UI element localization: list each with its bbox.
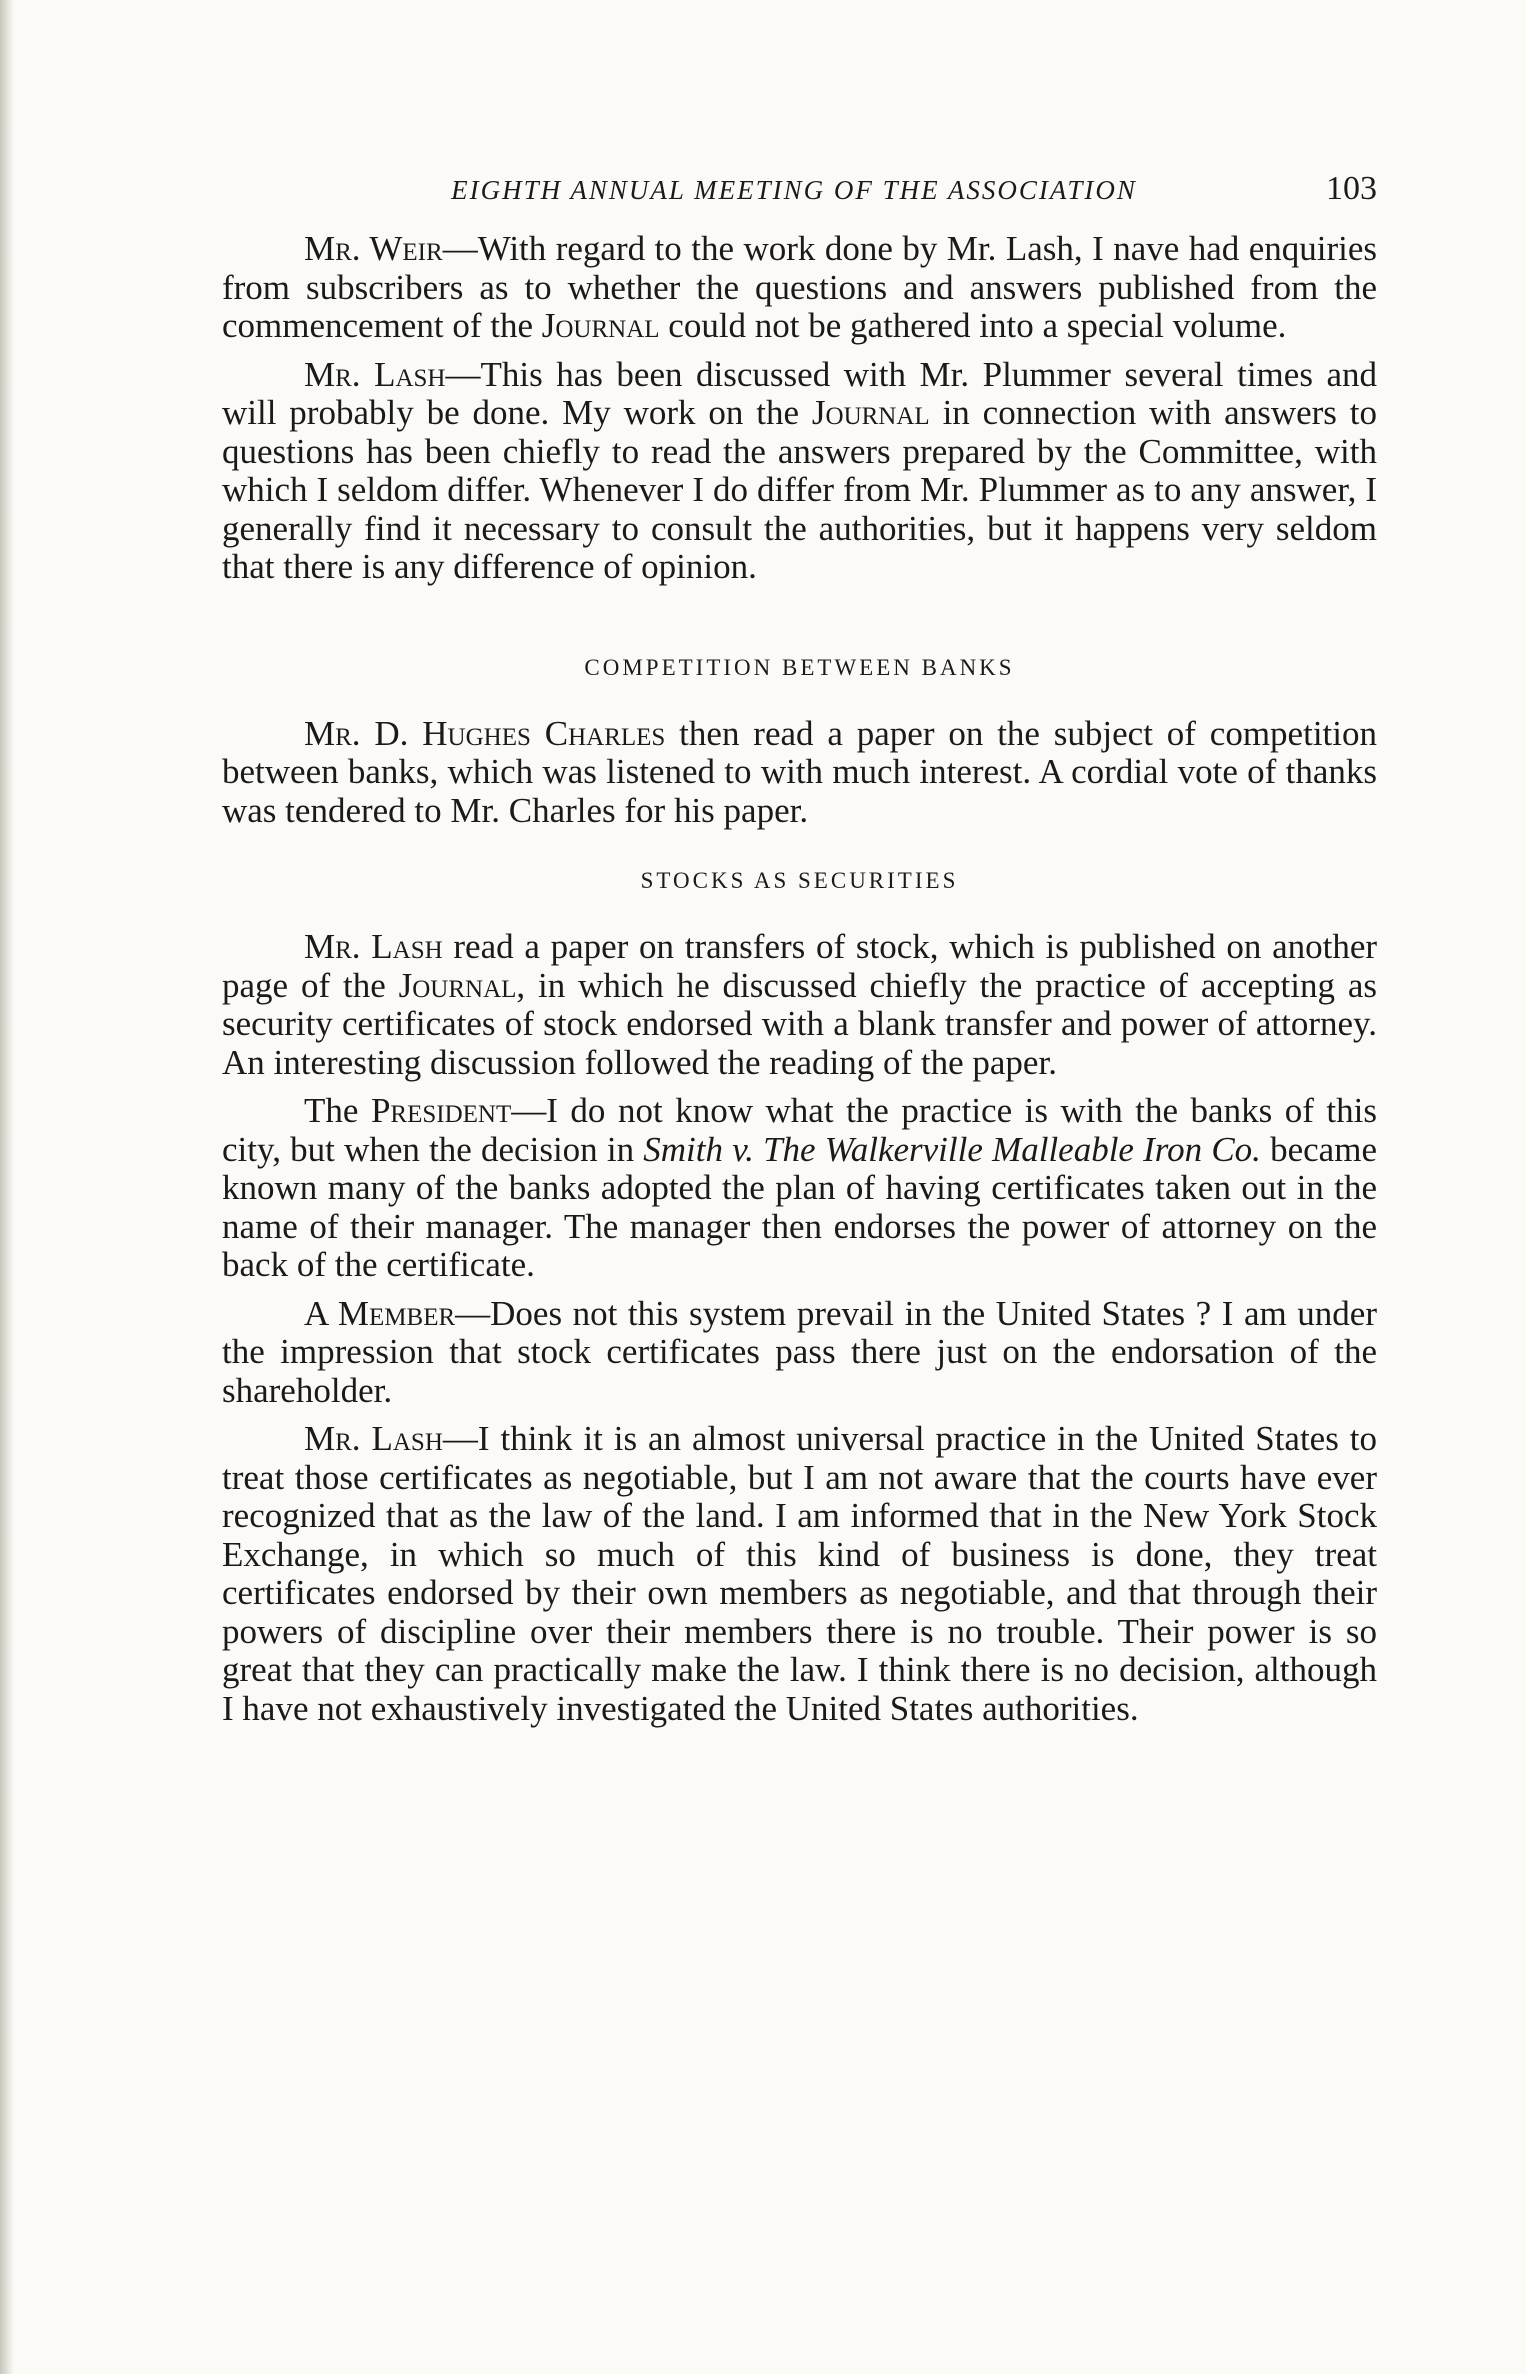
running-header [222,170,1377,208]
speaker-name: Mr. Weir [304,229,443,268]
page-number: 103 [1326,170,1377,207]
speaker-name: Mr. Lash [304,354,446,394]
paragraph-text-end: , in which he discussed chiefly the practice of accepting as security certificates of stock endorsed with a blank transfer and power of attorney. An interesting discussion followed the reading of the paper. [222,965,1377,1082]
journal-name: Journal [541,306,660,345]
paragraph-text-end: in connection with answers to questions has been chiefly to read the answers prepared by the Committee, with which I seldom differ. Whenever I do differ from Mr. Plummer as to any answer, I generally find it necessary to consult the authorities, but it happens very seldom that there is any difference of opinion. [222,393,1377,586]
paragraph-lead: A [304,1293,338,1333]
speaker-name: Mr. Lash [304,927,443,966]
journal-name: Journal [811,393,930,432]
paragraph-lash-3 [222,1420,1377,1728]
paragraph-lash-1 [222,356,1377,587]
paragraph-text: —This has been discussed with Mr. Plummer several times and will probably be done. My work on the [222,354,1378,432]
journal-name: Journal [398,965,517,1005]
paragraph-text-end: could not be gathered into a special volume. [659,306,1287,345]
paragraph-president [222,1092,1377,1285]
page-edge-shadow [0,0,14,2374]
section-heading-competition: COMPETITION BETWEEN BANKS [584,654,1015,680]
speaker-name: Mr. D. Hughes Charles [304,713,666,753]
speaker-name: President [370,1091,512,1130]
document-page [222,170,1377,1738]
paragraph-text: —I think it is an almost universal practice in the United States to treat those certificates as negotiable, but I am not aware that the courts have ever recognized that as the law of the land. I am informed that in the New York Stock Exchange, in which so much of this kind of business is done, they treat certificates endorsed by their own members as negotiable, and that through their powers of discipline over their members there is no trouble. Their power is so great that they can practically make the law. I think there is no decision, although I have not exhaustively investigated the United States authorities. [222,1419,1377,1728]
speaker-name: Member [337,1293,456,1333]
paragraph-text: —I do not know what the practice is with the banks of this city, but when the decision in [222,1091,1377,1169]
paragraph-lead: The [304,1091,371,1130]
running-title: EIGHTH ANNUAL MEETING OF THE ASSOCIATION [451,175,1137,205]
paragraph-text: read a paper on transfers of stock, which is published on another page of the [222,927,1378,1005]
case-citation: Smith v. The Walkerville Malleable Iron Co. [643,1129,1261,1169]
paragraph-charles [222,715,1377,831]
paragraph-text: —Does not this system prevail in the United States ? I am under the impression that stock certificates pass there just on the endorsation of the shareholder. [222,1293,1377,1410]
paragraph-text: then read a paper on the subject of competition between banks, which was listened to with much interest. A cordial vote of thanks was tendered to Mr. Charles for his paper. [222,713,1377,830]
speaker-name: Mr. Lash [304,1419,443,1458]
section-heading-stocks: STOCKS AS SECURITIES [640,868,959,893]
paragraph-weir [222,230,1377,346]
paragraph-text: —With regard to the work done by Mr. Lash, I nave had enquiries from subscribers as to whether the questions and answers published from the commencement of the [222,229,1378,345]
paragraph-lash-2 [222,928,1377,1082]
paragraph-text-end: became known many of the banks adopted the plan of having certificates taken out in the name of their manager. The manager then endorses the power of attorney on the back of the certificate. [222,1129,1377,1284]
paragraph-member [222,1295,1377,1411]
